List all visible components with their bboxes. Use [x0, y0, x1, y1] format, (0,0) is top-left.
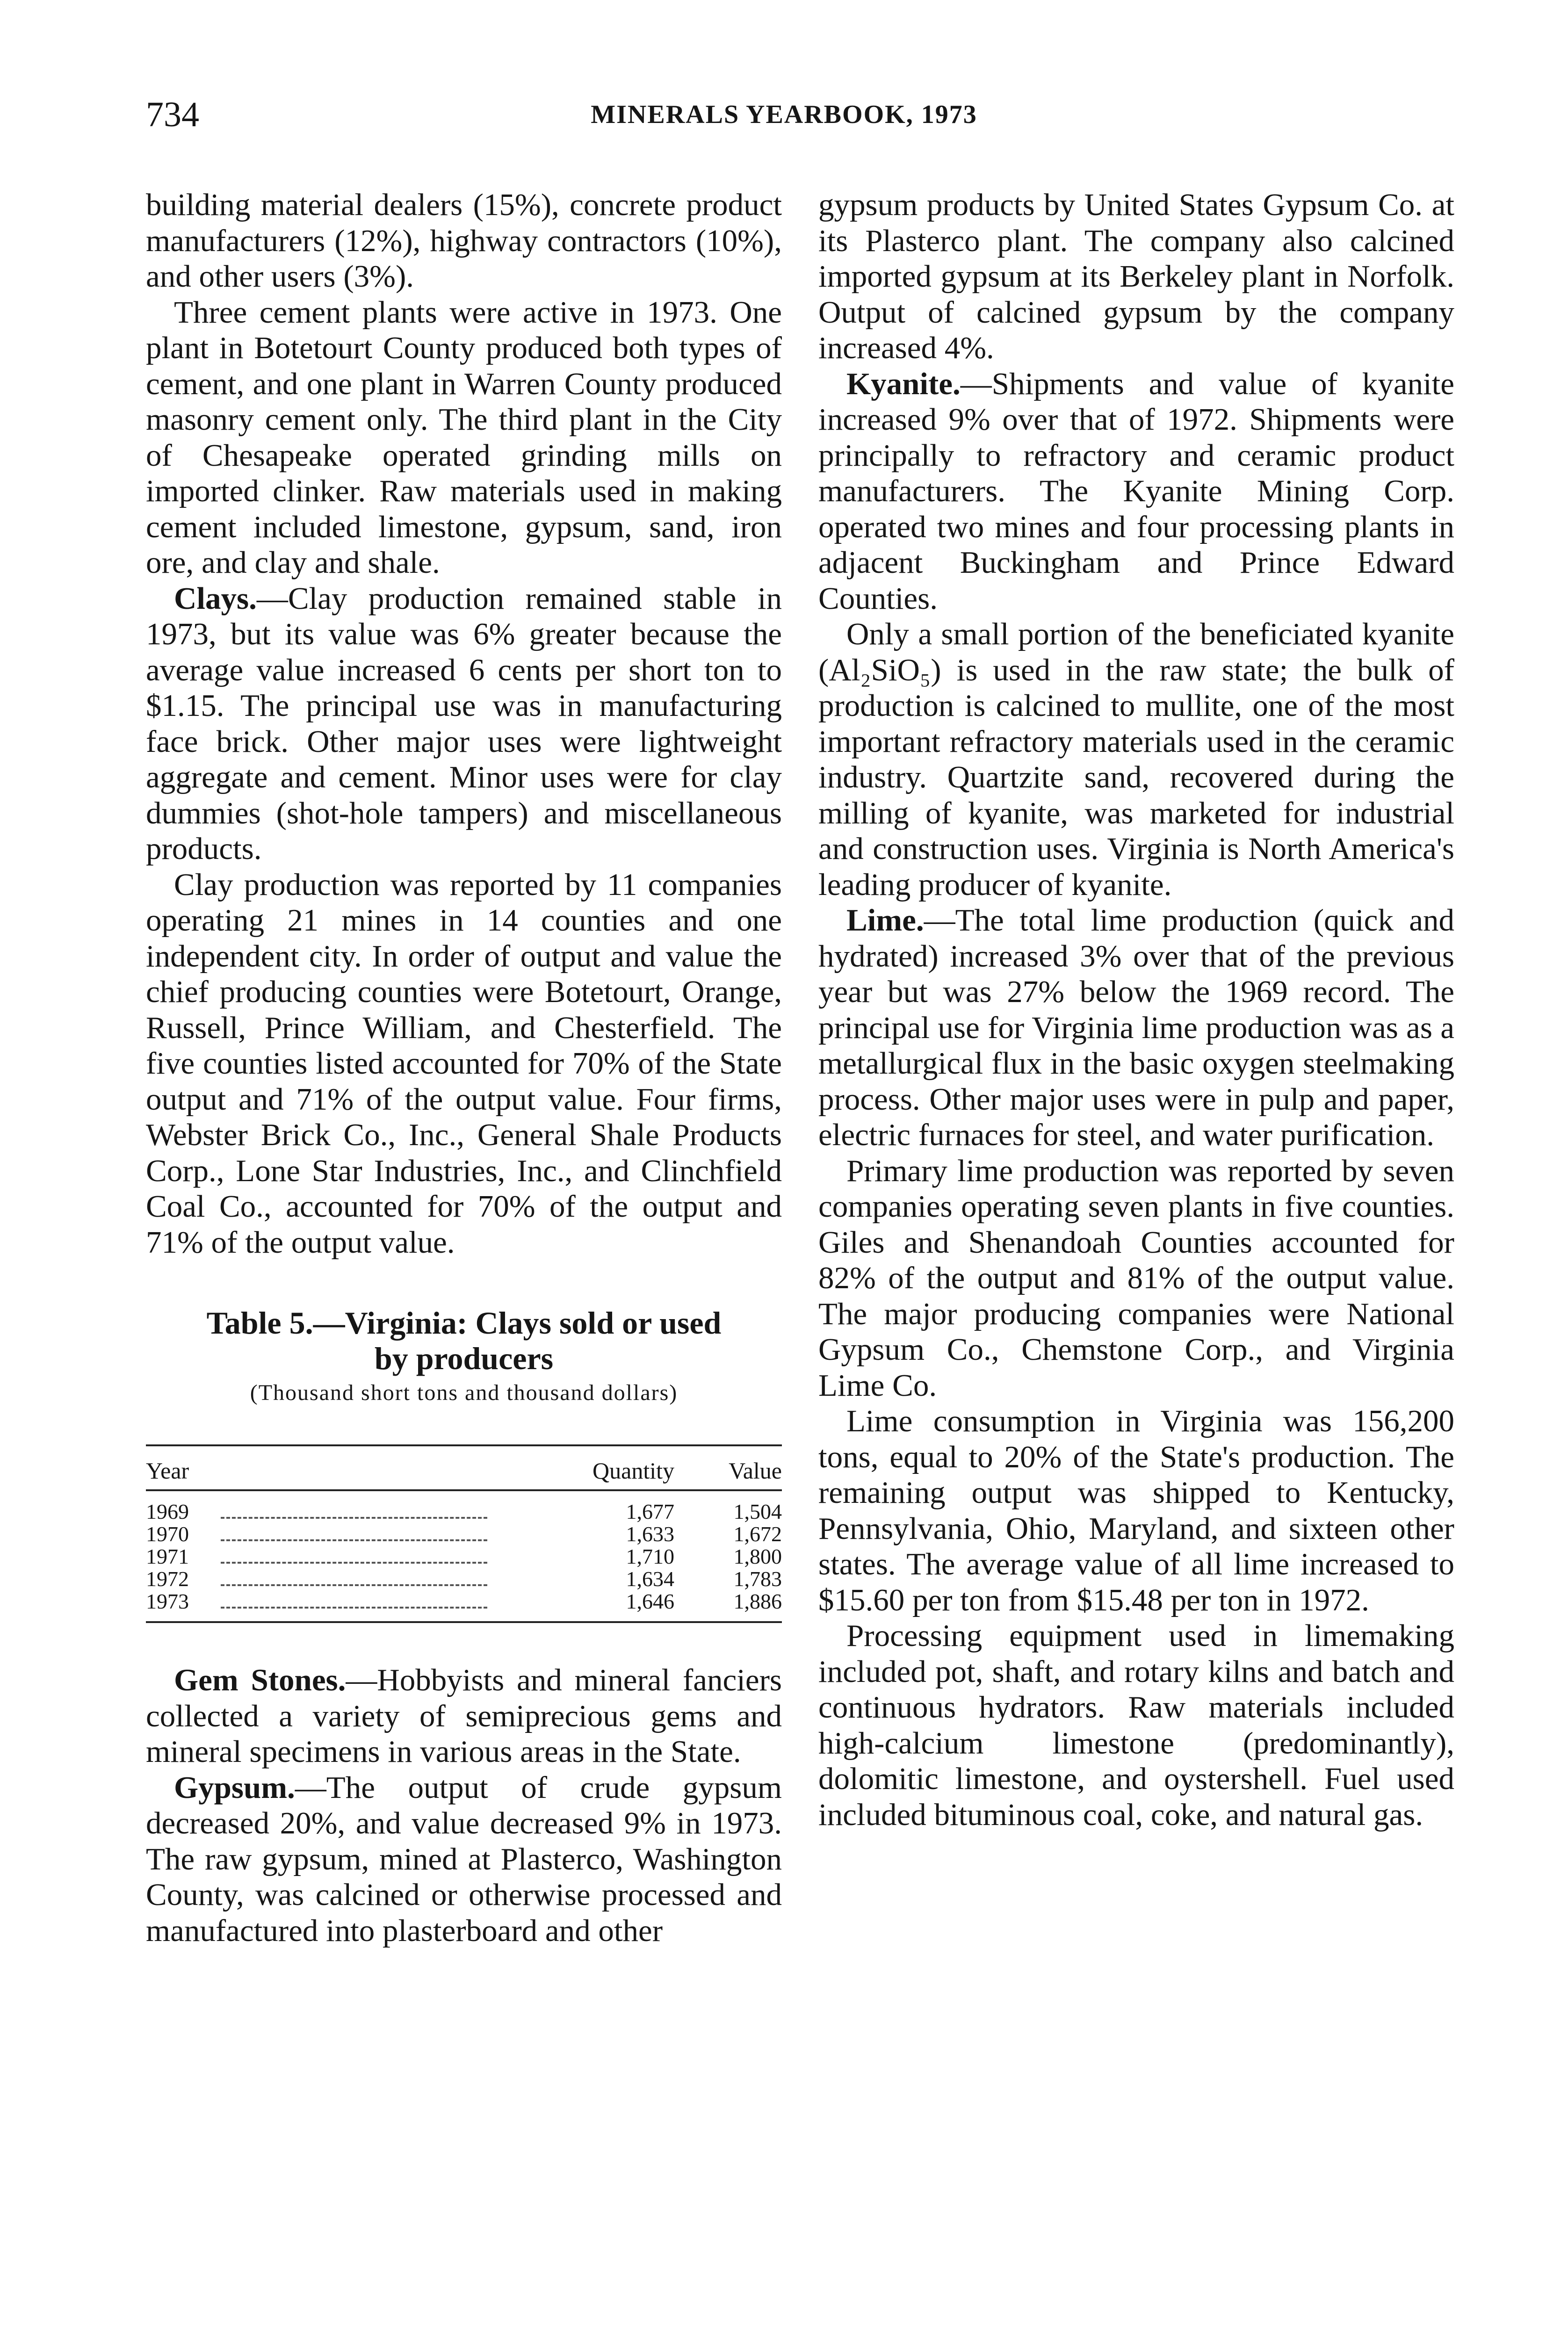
table-row: [146, 1545, 782, 1568]
section-heading: Gypsum.: [174, 1770, 295, 1805]
running-title: MINERALS YEARBOOK, 1973: [591, 100, 977, 129]
table-row: [146, 1523, 782, 1545]
table-row: [146, 1590, 782, 1622]
cell-year: 1971: [146, 1544, 189, 1568]
table-title-line: by producers: [374, 1341, 554, 1376]
section-lime: [818, 902, 1454, 1153]
cell-year: 1972: [146, 1567, 189, 1591]
section-clays: [146, 581, 782, 867]
leader-dots: [216, 1523, 562, 1545]
section-kyanite: [818, 366, 1454, 617]
column-header-quantity: Quantity: [562, 1445, 674, 1490]
cell-quantity: 1,634: [626, 1567, 674, 1591]
table-title-line: Table 5.—Virginia: Clays sold or used: [206, 1305, 722, 1341]
paragraph: Processing equipment used in limemaking included pot, shaft, and rotary kilns and batch and continuous hydrators. Raw materials included high-calcium limestone (predominantly), dolomitic limestone, and oystershell. Fuel used included bituminous coal, coke, and natural gas.: [818, 1618, 1454, 1832]
section-heading: Kyanite.: [846, 366, 961, 401]
leader-dots: [216, 1545, 562, 1568]
cell-year: 1970: [146, 1522, 189, 1546]
section-gem-stones: [146, 1662, 782, 1770]
page-header: [0, 96, 1568, 133]
table-row: [146, 1568, 782, 1590]
paragraph-text: —The total lime production (quick and hydrated) increased 3% over that of the previous year but was 27% below the 1969 record. The principal use for Virginia lime production was as a metallurgical flux in the basic oxygen steelmaking process. Other major uses were in pulp and paper, electric furnaces for steel, and water purification.: [818, 903, 1454, 1152]
cell-quantity: 1,710: [626, 1544, 674, 1568]
table-row: [146, 1490, 782, 1523]
paragraph: Primary lime production was reported by seven companies operating seven plants in five counties. Giles and Shenandoah Counties accounted for 82% of the output and 81% of the output value. The major producing companies were National Gypsum Co., Chemstone Corp., and Virginia Lime Co.: [818, 1153, 1454, 1403]
table-title: [146, 1305, 782, 1376]
section-heading: Clays.: [174, 581, 257, 616]
cell-year: 1969: [146, 1500, 189, 1523]
cell-quantity: 1,677: [626, 1500, 674, 1523]
column-spacer: [216, 1445, 562, 1490]
section-gypsum: [146, 1770, 782, 1949]
cell-value: 1,504: [733, 1500, 782, 1523]
cell-value: 1,672: [733, 1522, 782, 1546]
leader-dots: [216, 1568, 562, 1590]
table-subtitle: (Thousand short tons and thousand dollars): [250, 1380, 678, 1405]
leader-dots: [216, 1490, 562, 1523]
column-header-year: Year: [146, 1445, 216, 1490]
cell-value: 1,886: [674, 1590, 782, 1622]
paragraph: Three cement plants were active in 1973. One plant in Botetourt County produced both types of cement, and one plant in Warren County produced masonry cement only. The third plant in the City of Chesapeake operated grinding mills on imported clinker. Raw materials used in making cement included limestone, gypsum, sand, iron ore, and clay and shale.: [146, 295, 782, 580]
paragraph: Lime consumption in Virginia was 156,200 tons, equal to 20% of the State's production. The remaining output was shipped to Kentucky, Pennsylvania, Ohio, Maryland, and sixteen other states. The average value of all lime increased to $15.60 per ton from $15.48 per ton in 1972.: [818, 1404, 1454, 1617]
cell-year: 1973: [146, 1590, 216, 1622]
leader-dots: [216, 1590, 562, 1622]
paragraph-text: —The output of crude gypsum decreased 20%, and value decreased 9% in 1973. The raw gypsum, mined at Plasterco, Washington County, was calcined or otherwise processed and manufactured into plasterboard and other: [146, 1770, 782, 1948]
section-heading: Gem Stones.: [174, 1663, 346, 1697]
right-column: [818, 187, 1454, 1833]
cell-value: 1,783: [733, 1567, 782, 1591]
cell-quantity: 1,646: [562, 1590, 674, 1622]
paragraph-text: —Clay production remained stable in 1973, but its value was 6% greater because the average value increased 6 cents per short ton to $1.15. The principal use was in manufacturing face brick. Other major uses were lightweight aggregate and cement. Minor uses were for clay dummies (shot-hole tampers) and miscellaneous products.: [146, 581, 782, 866]
paragraph: Only a small portion of the beneficiated kyanite (Al₂SiO₅) is used in the raw state; the bulk of production is calcined to mullite, one of the most important refractory materials used in the ceramic industry. Quartzite sand, recovered during the milling of kyanite, was marketed for industrial and construction uses. Virginia is North America's leading producer of kyanite.: [818, 617, 1454, 902]
section-heading: Lime.: [846, 903, 924, 938]
paragraph: building material dealers (15%), concrete product manufacturers (12%), highway contractors (10%), and other users (3%).: [146, 188, 782, 294]
cell-quantity: 1,633: [626, 1522, 674, 1546]
left-column: [146, 187, 782, 1948]
paragraph-text: —Shipments and value of kyanite increased 9% over that of 1972. Shipments were principally to refractory and ceramic product manufacturers. The Kyanite Mining Corp. operated two mines and four processing plants in adjacent Buckingham and Prince Edward Counties.: [818, 366, 1454, 616]
page-number: 734: [146, 95, 199, 134]
paragraph: Clay production was reported by 11 companies operating 21 mines in 14 counties and one independent city. In order of output and value the chief producing counties were Botetourt, Orange, Russell, Prince William, and Chesterfield. The five counties listed accounted for 70% of the State output and 71% of the output value. Four firms, Webster Brick Co., Inc., General Shale Products Corp., Lone Star Industries, Inc., and Clinchfield Coal Co., accounted for 70% of the output and 71% of the output value.: [146, 867, 782, 1260]
column-header-value: Value: [674, 1445, 782, 1490]
paragraph: gypsum products by United States Gypsum Co. at its Plasterco plant. The company also calcined imported gypsum at its Berkeley plant in Norfolk. Output of calcined gypsum by the company increased 4%.: [818, 188, 1454, 365]
clays-table: [146, 1444, 782, 1623]
paragraph-text: —Hobbyists and mineral fanciers collected a variety of semiprecious gems and mineral specimens in various areas in the State.: [146, 1663, 782, 1769]
cell-value: 1,800: [733, 1544, 782, 1568]
table-header-row: [146, 1445, 782, 1490]
